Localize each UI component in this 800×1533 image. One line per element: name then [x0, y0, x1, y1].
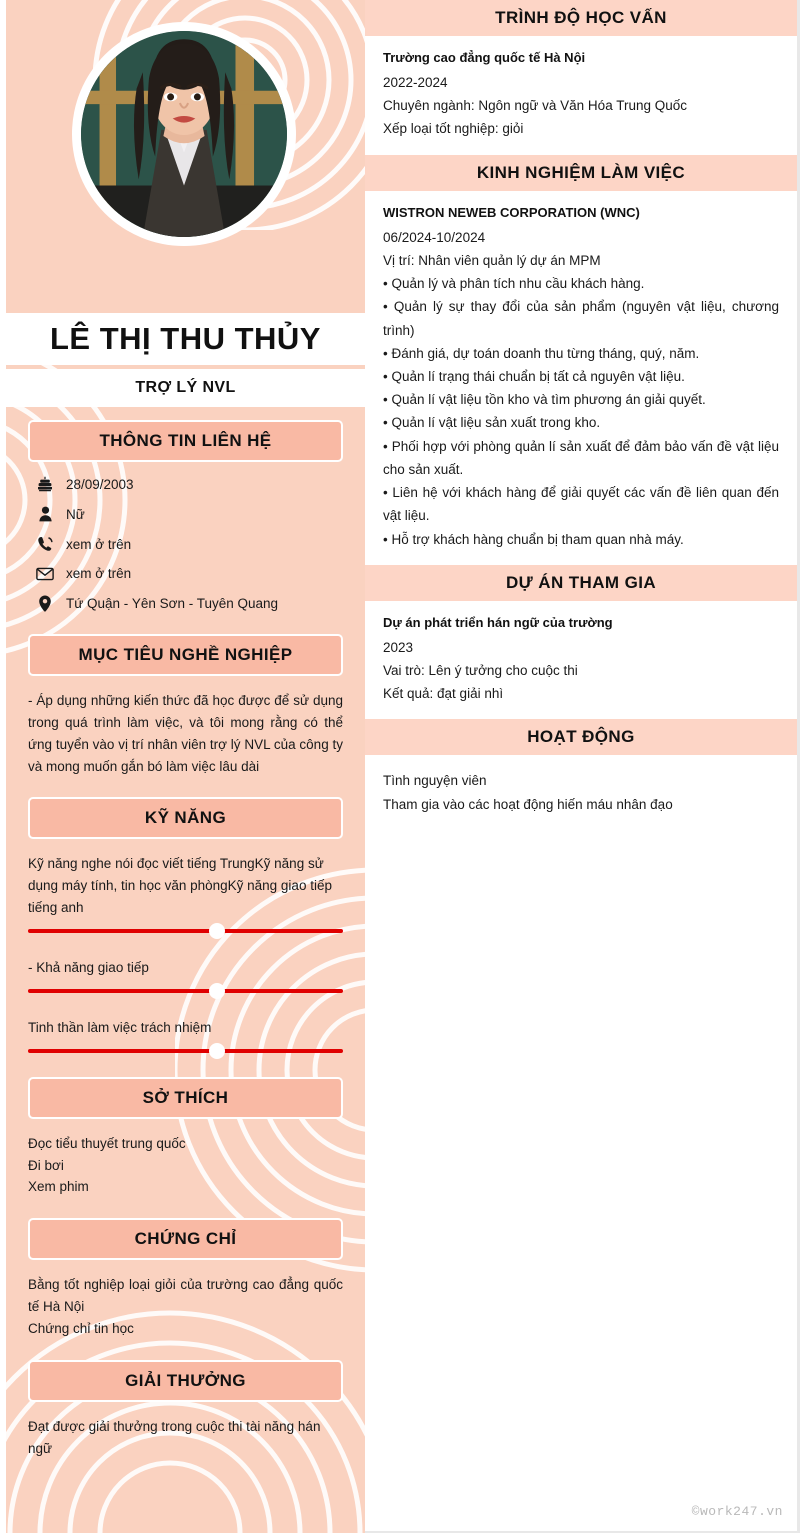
- activity-line: Tình nguyện viên: [383, 773, 487, 789]
- portrait-photo: [81, 31, 287, 237]
- experience-bullet: • Quản lý và phân tích nhu cầu khách hàng.: [383, 276, 645, 292]
- left-white-edge: [0, 0, 6, 1533]
- left-sections: [0, 420, 365, 1480]
- education-line: Chuyên ngành: Ngôn ngữ và Văn Hóa Trung Quốc: [383, 98, 687, 114]
- envelope-icon: [36, 567, 54, 581]
- experience-body: [365, 191, 797, 565]
- skill-knob[interactable]: [209, 1043, 225, 1059]
- page-title: [6, 313, 365, 365]
- awards-text: Đạt được giải thưởng trong cuộc thi tài năng hán ngữ: [28, 1418, 321, 1456]
- skill-label: Tinh thần làm việc trách nhiệm: [28, 1019, 212, 1035]
- project-title: Dự án phát triển hán ngữ của trường: [383, 614, 613, 630]
- section-header-experience: [365, 155, 797, 191]
- contact-list: [28, 476, 343, 612]
- person-icon: [36, 506, 54, 522]
- experience-bullet: • Phối hợp với phòng quản lí sản xuất để đảm bảo vấn đề vật liệu cho sản xuất.: [383, 438, 779, 477]
- section-header-awards-label: GIẢI THƯỞNG: [125, 1370, 246, 1390]
- experience-bullet: • Đánh giá, dự toán doanh thu từng tháng, quý, năm.: [383, 345, 700, 361]
- skill-knob[interactable]: [209, 923, 225, 939]
- contact-value: Tứ Quận - Yên Sơn - Tuyên Quang: [66, 596, 279, 611]
- avatar: [72, 22, 296, 246]
- list-item: [28, 595, 343, 612]
- experience-bullet: • Liên hệ với khách hàng để giải quyết các vấn đề liên quan đến vật liệu.: [383, 485, 779, 524]
- section-header-certificates: [28, 1218, 343, 1260]
- education-line: 2022-2024: [383, 75, 448, 90]
- skill-knob[interactable]: [209, 983, 225, 999]
- section-header-hobbies: [28, 1077, 343, 1119]
- section-header-projects: [365, 565, 797, 601]
- education-school: Trường cao đẳng quốc tế Hà Nội: [383, 50, 586, 65]
- section-header-contact-label: THÔNG TIN LIÊN HỆ: [99, 431, 272, 450]
- job-title-band: [6, 369, 365, 407]
- activities-body: [365, 755, 797, 829]
- project-line: Vai trò: Lên ý tưởng cho cuộc thi: [383, 662, 578, 678]
- list-item[interactable]: [28, 536, 343, 552]
- experience-bullet: • Quản lí vật liệu tồn kho và tìm phương án giải quyết.: [383, 392, 706, 408]
- projects-body: [365, 601, 797, 720]
- section-header-projects-label: DỰ ÁN THAM GIA: [505, 572, 657, 592]
- experience-company: WISTRON NEWEB CORPORATION (WNC): [383, 204, 640, 220]
- education-body: [365, 36, 797, 155]
- skill-slider[interactable]: [28, 1043, 343, 1059]
- right-main: [365, 0, 800, 1533]
- list-item[interactable]: [28, 566, 343, 581]
- objective-text: - Áp dụng những kiến thức đã học được để sử dụng trong quá trình làm việc, và tôi mong rằng có thể ứng tuyển vào vị trí nhân viên trợ lý NVL của công ty và mong muốn gắn bó làm việc lâu dài: [28, 693, 343, 774]
- certificate-line: Chứng chỉ tin học: [28, 1321, 134, 1337]
- candidate-job-title: TRỢ LÝ NVL: [135, 379, 236, 396]
- project-line: Kết quả: đạt giải nhì: [383, 686, 504, 702]
- education-line: Xếp loại tốt nghiệp: giỏi: [383, 121, 524, 137]
- skill-track: [28, 1049, 343, 1053]
- experience-position: Vị trí: Nhân viên quản lý dự án MPM: [383, 252, 601, 268]
- experience-bullet: • Quản lí vật liệu sản xuất trong kho.: [383, 415, 601, 431]
- contact-value: Nữ: [66, 506, 85, 522]
- skill-label: Kỹ năng nghe nói đọc viết tiếng TrungKỹ năng sử dụng máy tính, tin học văn phòngKỹ năng giao tiếp tiếng anh: [28, 856, 332, 916]
- hobbies-text: [28, 1133, 343, 1199]
- contact-value: xem ở trên: [66, 536, 132, 552]
- cake-icon: [36, 476, 54, 492]
- activity-line: Tham gia vào các hoạt động hiến máu nhân đạo: [383, 796, 673, 812]
- experience-bullet: • Hỗ trợ khách hàng chuẩn bị tham quan nhà máy.: [383, 531, 684, 547]
- list-item: [28, 957, 343, 999]
- watermark: ©work247.vn: [691, 1504, 783, 1519]
- section-header-skills-label: KỸ NĂNG: [144, 808, 227, 828]
- section-header-hobbies-label: SỞ THÍCH: [142, 1087, 229, 1107]
- section-header-education: [365, 0, 797, 36]
- hobby-line: Xem phim: [28, 1179, 89, 1195]
- skill-slider[interactable]: [28, 923, 343, 939]
- experience-period: 06/2024-10/2024: [383, 229, 486, 245]
- skill-track: [28, 989, 343, 993]
- section-header-education-label: TRÌNH ĐỘ HỌC VẤN: [495, 8, 667, 27]
- hobby-line: Đọc tiểu thuyết trung quốc: [28, 1135, 186, 1151]
- skill-track: [28, 929, 343, 933]
- skills-list: [28, 853, 343, 1058]
- section-header-objective-label: MỤC TIÊU NGHỀ NGHIỆP: [78, 645, 293, 664]
- contact-value: 28/09/2003: [66, 476, 134, 492]
- list-item: [28, 476, 343, 492]
- section-header-objective: [28, 634, 343, 676]
- section-header-skills: [28, 797, 343, 839]
- section-header-certificates-label: CHỨNG CHỈ: [134, 1229, 237, 1249]
- section-header-activities: [365, 719, 797, 755]
- section-header-activities-label: HOẠT ĐỘNG: [527, 727, 635, 747]
- list-item: [28, 853, 343, 939]
- experience-bullet: • Quản lý sự thay đổi của sản phẩm (nguyên vật liệu, chương trình): [383, 299, 779, 338]
- certificates-text: [28, 1318, 343, 1340]
- phone-icon: [36, 536, 54, 552]
- section-header-awards: [28, 1360, 343, 1402]
- skill-label: - Khả năng giao tiếp: [28, 960, 149, 976]
- list-item: [28, 1017, 343, 1059]
- section-header-contact: [28, 420, 343, 462]
- contact-value: xem ở trên: [66, 566, 132, 581]
- section-header-experience-label: KINH NGHIỆM LÀM VIỆC: [476, 162, 686, 182]
- candidate-name: LÊ THỊ THU THỦY: [50, 321, 321, 356]
- project-line: 2023: [383, 639, 414, 655]
- left-sidebar: [0, 0, 365, 1533]
- certificates-justified: Bằng tốt nghiệp loại giỏi của trường cao đẳng quốc tế Hà Nội: [28, 1277, 343, 1315]
- skill-slider[interactable]: [28, 983, 343, 999]
- hobby-line: Đi bơi: [28, 1157, 64, 1173]
- experience-bullet: • Quản lí trạng thái chuẩn bị tất cả nguyên vật liệu.: [383, 368, 685, 384]
- location-pin-icon: [36, 595, 54, 612]
- list-item: [28, 506, 343, 522]
